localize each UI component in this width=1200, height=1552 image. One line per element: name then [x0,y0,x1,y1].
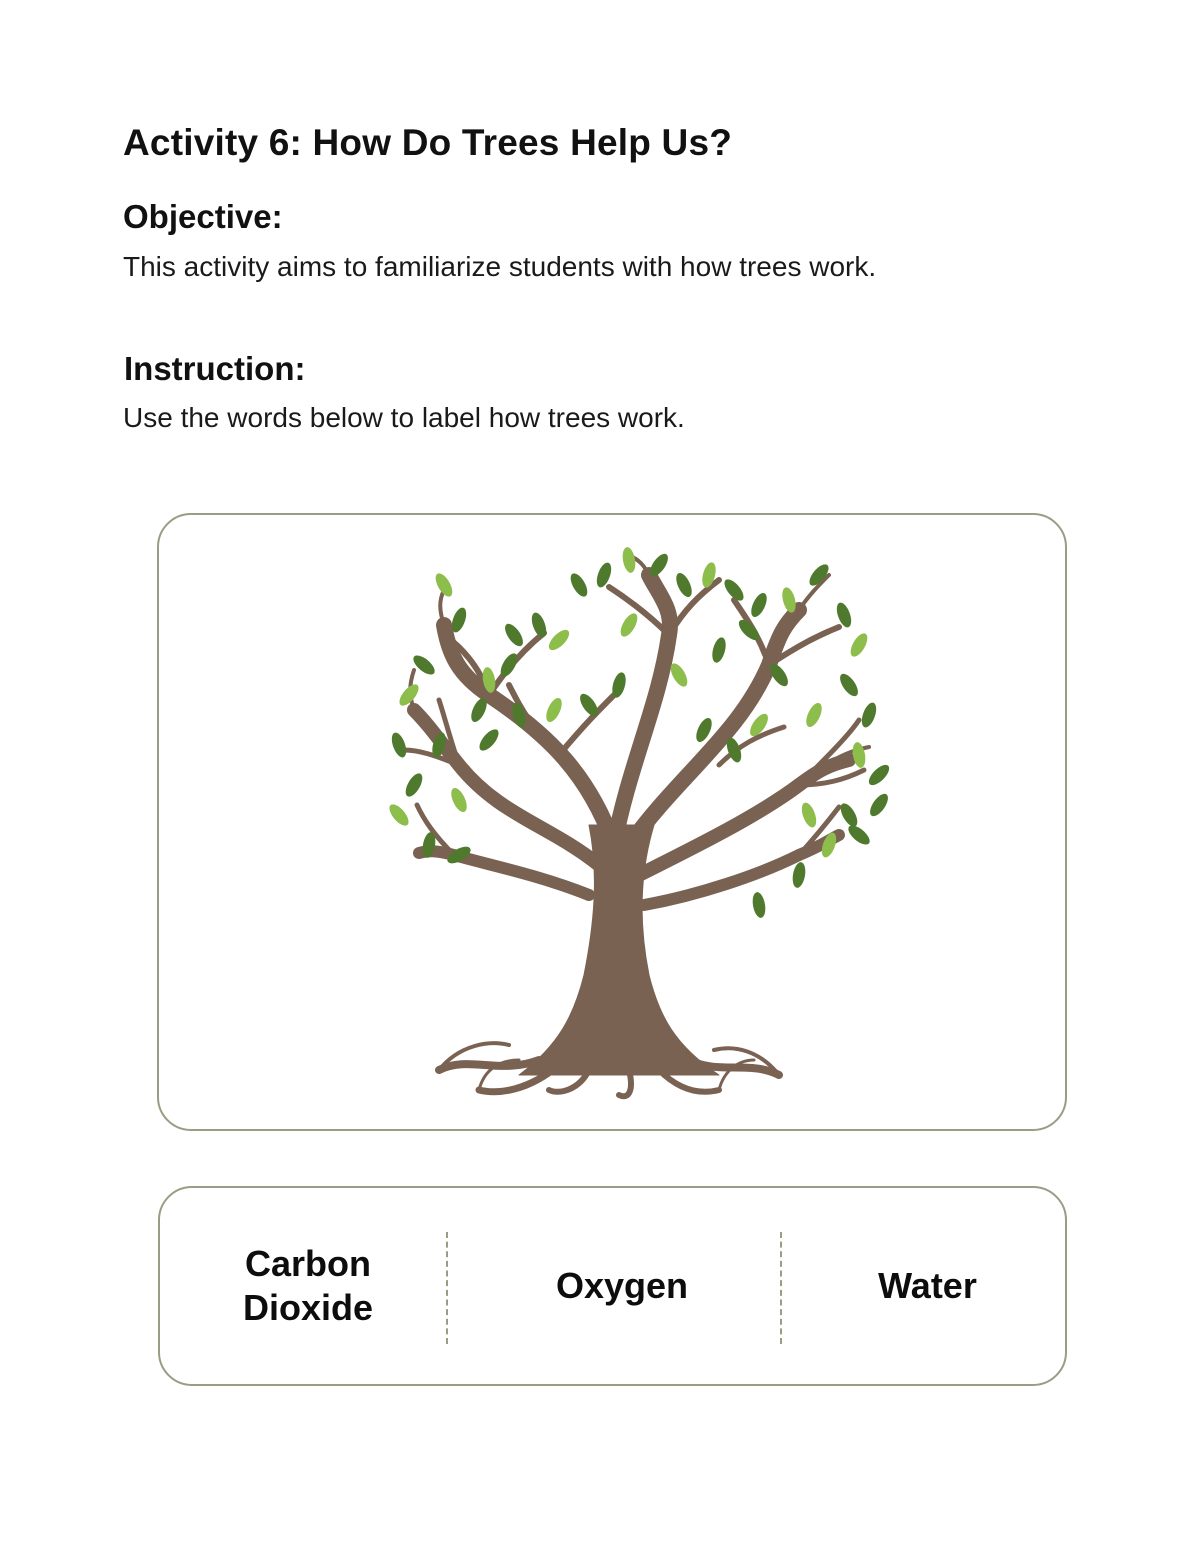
tree-branch [669,580,719,635]
word-carbon-dioxide[interactable] [160,1188,456,1384]
tree-illustration [159,515,1065,1129]
tree-leaf [543,696,565,725]
word-divider [780,1232,782,1344]
instruction-text: Use the words below to label how trees work. [123,402,685,433]
tree-leaf [803,701,825,730]
tree-branch [639,760,849,875]
word-divider [446,1232,448,1344]
tree-leaf [748,591,770,620]
tree-leaf [502,621,527,649]
word-oxygen-label: Oxygen [555,1265,689,1306]
tree-leaf [847,631,870,660]
tree-root [439,1060,539,1070]
tree-leaf [389,731,409,760]
tree-leaf [867,791,892,819]
word-water[interactable] [788,1188,1067,1384]
tree-leaf [837,801,860,830]
tree-leaf [448,786,470,815]
tree-leaf [546,627,573,654]
objective-text: This activity aims to familiarize students with how trees work. [123,251,877,282]
word-oxygen[interactable] [456,1188,788,1384]
tree-leaf [845,822,873,848]
instruction-heading: Instruction: [124,350,306,387]
word-water-label: Water [878,1265,977,1306]
tree-leaf [751,891,767,919]
tree-leaf [617,611,640,640]
tree-leaf [799,801,819,830]
tree-leaf [859,701,879,730]
tree-leaf [837,671,862,699]
tree-leaf [621,546,637,574]
tree-leaf [402,771,425,800]
tree-branch [419,851,589,895]
tree-leaf [476,726,502,754]
page-title: Activity 6: How Do Trees Help Us? [123,122,733,163]
tree-leaf [710,636,728,664]
tree-leaf [673,571,695,600]
word-carbon-dioxide-label: Carbon Dioxide [242,1243,374,1328]
tree-leaf [791,861,807,889]
tree-trunk [519,825,719,1075]
tree-illustration-panel [157,513,1067,1131]
objective-heading: Objective: [123,198,283,235]
word-bank [158,1186,1067,1386]
tree-branch [440,590,444,625]
tree-leaf [866,762,893,789]
tree-leaf [567,571,590,600]
tree-leaf [386,801,412,829]
